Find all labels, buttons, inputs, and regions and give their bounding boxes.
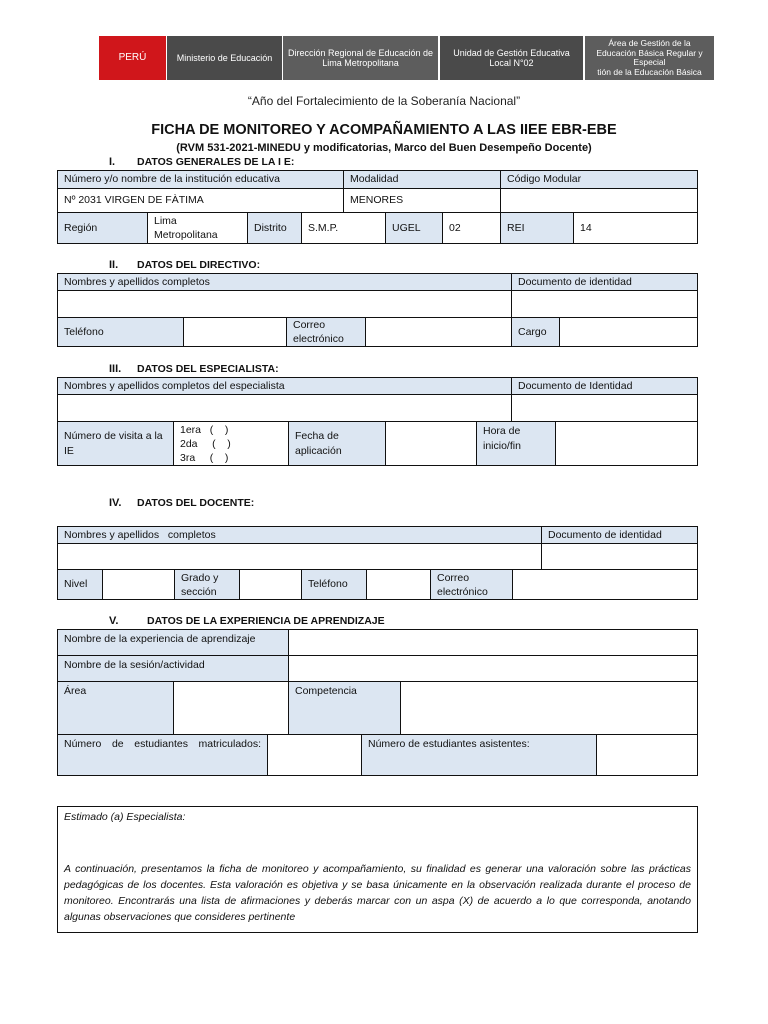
distrito-label: Distrito — [247, 212, 302, 244]
section-title: DATOS DE LA EXPERIENCIA DE APRENDIZAJE — [147, 615, 385, 627]
docente-documento-input[interactable] — [541, 543, 698, 570]
directivo-telefono-input[interactable] — [183, 317, 287, 347]
section-heading-docente — [109, 497, 254, 509]
directivo-cargo-label: Cargo — [511, 317, 560, 347]
especialista-documento-input[interactable] — [511, 394, 698, 422]
instructions-greeting: Estimado (a) Especialista: — [64, 811, 186, 823]
directivo-documento-label: Documento de identidad — [511, 273, 698, 291]
section-heading-experiencia — [109, 615, 385, 627]
codigo-modular-label: Código Modular — [500, 170, 698, 189]
docente-nombres-input[interactable] — [57, 543, 542, 570]
docente-correo-label: Correo electrónico — [430, 569, 513, 600]
visita-option-1[interactable]: 1era ( ) — [180, 423, 229, 436]
area-label: Área de Gestión de la Educación Básica Regular y Especial — [596, 38, 703, 67]
experiencia-label: Nombre de la experiencia de aprendizaje — [57, 629, 289, 656]
directivo-correo-input[interactable] — [365, 317, 512, 347]
ugel-label: Unidad de Gestión Educativa Local N°02 — [453, 48, 570, 68]
docente-telefono-input[interactable] — [366, 569, 431, 600]
visita-option-3[interactable]: 3ra ( ) — [180, 451, 229, 464]
region-label: Región — [57, 212, 148, 244]
docente-nivel-label: Nivel — [57, 569, 103, 600]
docente-correo-input[interactable] — [512, 569, 698, 600]
rei-value[interactable]: 14 — [573, 212, 698, 244]
rei-label: REI — [500, 212, 574, 244]
hora-input[interactable] — [555, 421, 698, 466]
modalidad-value[interactable]: MENORES — [343, 188, 501, 213]
modalidad-label: Modalidad — [343, 170, 501, 189]
numero-visita-options[interactable] — [173, 421, 289, 466]
peru-header-block — [99, 36, 166, 80]
ugel-header-block — [440, 36, 583, 80]
especialista-documento-label: Documento de Identidad — [511, 377, 698, 395]
docente-nivel-input[interactable] — [102, 569, 175, 600]
ministry-label: Ministerio de Educación — [176, 53, 273, 63]
matriculados-label: Número de estudiantes matriculados: — [57, 734, 268, 776]
page-subtitle: (RVM 531-2021-MINEDU y modificatorias, Marco del Buen Desempeño Docente) — [176, 142, 592, 154]
especialista-nombres-label: Nombres y apellidos completos del especialista — [57, 377, 512, 395]
sesion-label: Nombre de la sesión/actividad — [57, 655, 289, 682]
instructions-body: A continuación, presentamos la ficha de monitoreo y acompañamiento, su finalidad es generar una valoración sobre las prácticas pedagógicas de los docentes. Esta valoración es objetiva y se basa únicamente en la observación realizada durante el proceso de monitoreo. Encontrarás una lista de afirmaciones y deberás marcar con un aspa (X) de acuerdo a lo que corresponda, anotando algunas observaciones que consideres pertinente — [64, 863, 691, 923]
page-title: FICHA DE MONITOREO Y ACOMPAÑAMIENTO A LAS IIEE EBR-EBE — [151, 122, 617, 138]
instructions-box — [57, 806, 698, 933]
area-label: Área — [57, 681, 174, 735]
section-number: IV. — [109, 497, 122, 509]
docente-grado-input[interactable] — [239, 569, 302, 600]
area-input[interactable] — [173, 681, 289, 735]
directivo-cargo-input[interactable] — [559, 317, 698, 347]
ugel-label: UGEL — [385, 212, 443, 244]
codigo-modular-value[interactable] — [500, 188, 698, 213]
directivo-documento-input[interactable] — [511, 290, 698, 318]
ministry-header-block — [167, 36, 282, 80]
area-header-block — [585, 36, 714, 80]
section-number: II. — [109, 259, 119, 271]
docente-documento-label: Documento de identidad — [541, 526, 698, 544]
directivo-nombres-label: Nombres y apellidos completos — [57, 273, 512, 291]
section-title: DATOS GENERALES DE LA I E: — [137, 156, 295, 168]
competencia-input[interactable] — [400, 681, 698, 735]
directivo-telefono-label: Teléfono — [57, 317, 184, 347]
directivo-correo-label: Correo electrónico — [286, 317, 366, 347]
fecha-aplicacion-input[interactable] — [385, 421, 477, 466]
peru-label: PERÚ — [118, 52, 147, 63]
hora-label: Hora de inicio/fin — [476, 421, 556, 466]
directivo-nombres-input[interactable] — [57, 290, 512, 318]
section-heading-directivo — [109, 259, 260, 271]
ie-name-label: Número y/o nombre de la institución educativa — [57, 170, 344, 189]
section-number: I. — [109, 156, 116, 168]
section-title: DATOS DEL DIRECTIVO: — [137, 259, 261, 271]
docente-grado-label: Grado y sección — [174, 569, 240, 600]
section-heading-general — [109, 156, 294, 168]
numero-visita-label: Número de visita a la IE — [57, 421, 174, 466]
visita-option-2[interactable]: 2da ( ) — [180, 437, 231, 450]
ie-name-value[interactable]: Nº 2031 VIRGEN DE FÀTIMA — [57, 188, 344, 213]
asistentes-input[interactable] — [596, 734, 698, 776]
especialista-nombres-input[interactable] — [57, 394, 512, 422]
ugel-value[interactable]: 02 — [442, 212, 501, 244]
section-number: V. — [109, 615, 119, 627]
docente-telefono-label: Teléfono — [301, 569, 367, 600]
distrito-value[interactable]: S.M.P. — [301, 212, 386, 244]
region-value[interactable]: Lima Metropolitana — [147, 212, 248, 244]
fecha-aplicacion-label: Fecha de aplicación — [288, 421, 386, 466]
competencia-label: Competencia — [288, 681, 401, 735]
matriculados-input[interactable] — [267, 734, 362, 776]
asistentes-label: Número de estudiantes asistentes: — [361, 734, 597, 776]
section-title: DATOS DEL ESPECIALISTA: — [137, 363, 279, 375]
docente-nombres-label: Nombres y apellidos completos — [57, 526, 542, 544]
regional-label: Dirección Regional de Educación de Lima Metropolitana — [287, 48, 434, 68]
section-number: III. — [109, 363, 122, 375]
area-label-continued: tión de la Educación Básica — [597, 66, 702, 77]
section-heading-especialista — [109, 363, 279, 375]
sesion-input[interactable] — [288, 655, 698, 682]
section-title: DATOS DEL DOCENTE: — [137, 497, 255, 509]
regional-header-block — [283, 36, 438, 80]
experiencia-input[interactable] — [288, 629, 698, 656]
motto: “Año del Fortalecimiento de la Soberanía Nacional” — [247, 94, 521, 108]
